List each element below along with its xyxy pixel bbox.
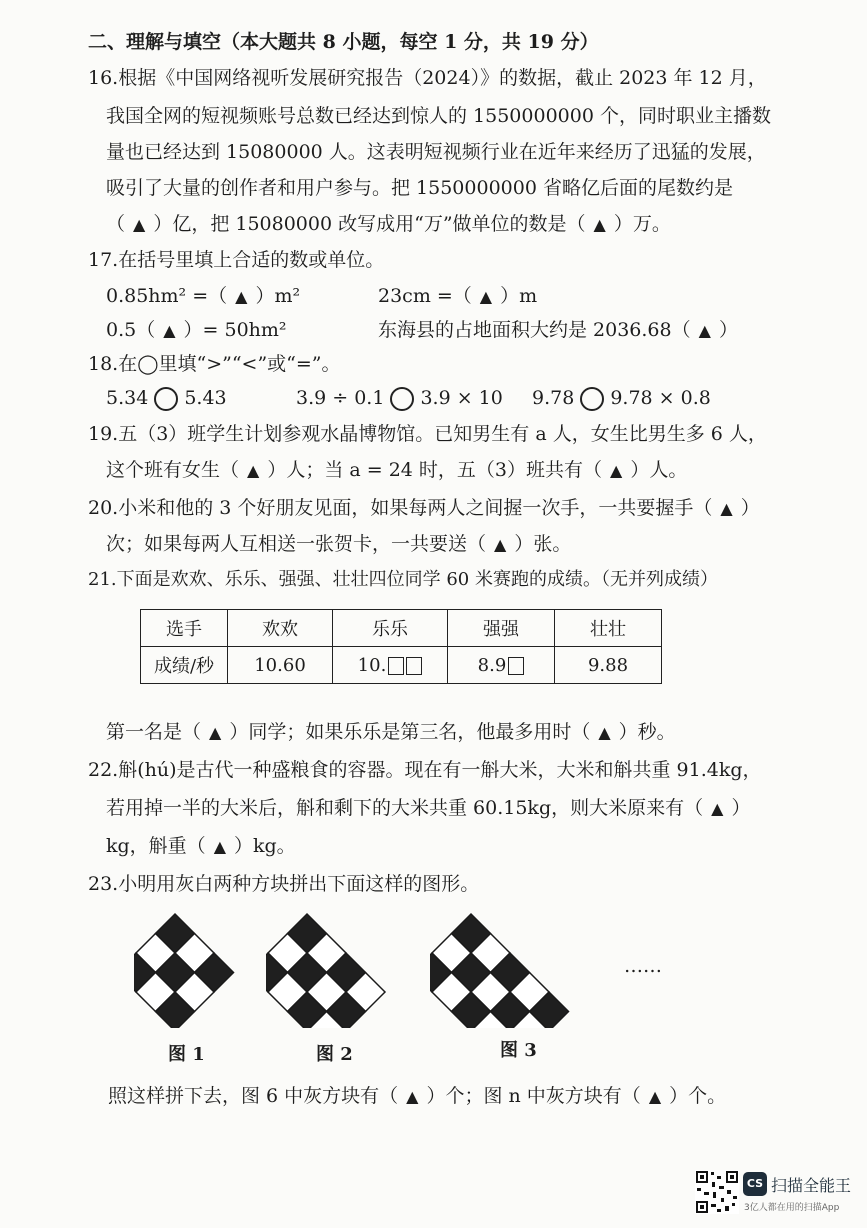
q18-item-a	[106, 386, 227, 411]
digit-box[interactable]	[508, 657, 524, 675]
q17-item-d	[378, 318, 738, 343]
figure-1	[134, 912, 262, 1028]
table-header-cell: 乐乐	[333, 610, 448, 647]
text: 东海县的占地面积大约是 2036.68（	[378, 319, 691, 341]
text: 9.78	[532, 387, 575, 409]
text: 20.小米和他的 3 个好朋友见面，如果每两人之间握一次手，一共要握手（	[88, 497, 713, 519]
q19-line-2	[106, 458, 687, 483]
text: ）kg。	[234, 835, 296, 857]
blank-marker[interactable]: ▲	[720, 499, 733, 518]
text: 次；如果每两人互相送一张贺卡，一共要送（	[106, 533, 487, 555]
blank-marker[interactable]: ▲	[711, 799, 724, 818]
q18-item-b	[296, 386, 503, 411]
q18-item-c	[532, 386, 711, 411]
blank-marker[interactable]: ▲	[247, 461, 260, 480]
figure-2	[266, 912, 418, 1028]
text: ）个；图 n 中灰方块有（	[426, 1085, 641, 1107]
text: ）秒。	[618, 721, 676, 743]
q16-line-3: 量也已经达到 15080000 人。这表明短视频行业在近年来经历了迅猛的发展，	[106, 141, 766, 163]
table-header-cell: 强强	[448, 610, 555, 647]
text: ）张。	[514, 533, 572, 555]
score-qiangqiang	[448, 647, 555, 684]
digit-box[interactable]	[406, 657, 422, 675]
text: ）同学；如果乐乐是第三名，他最多用时（	[229, 721, 591, 743]
figure-2-caption: 图 2	[316, 1044, 353, 1065]
scanner-logo-icon: CS	[743, 1172, 767, 1196]
q23-question-line	[108, 1084, 726, 1109]
text: ）	[731, 797, 751, 819]
text: （	[106, 213, 126, 235]
blank-marker[interactable]: ▲	[235, 287, 248, 306]
text: ）人；当 a = 24 时，五（3）班共有（	[267, 459, 602, 481]
q16-line-5	[106, 212, 671, 237]
text: 若用掉一半的大米后，斛和剩下的大米共重 60.15kg，则大米原来有（	[106, 797, 704, 819]
figure-ellipsis: ……	[624, 955, 662, 977]
figure-3	[430, 912, 610, 1028]
text: 5.34	[106, 387, 149, 409]
compare-circle[interactable]	[580, 387, 604, 411]
text: 3.9 × 10	[420, 387, 503, 409]
compare-circle[interactable]	[154, 387, 178, 411]
text: 3.9 ÷ 0.1	[296, 387, 385, 409]
text: 8.9	[477, 654, 507, 676]
text: ）m²	[255, 285, 301, 307]
q19-line-1: 19.五（3）班学生计划参观水晶博物馆。已知男生有 a 人，女生比男生多 6 人，	[88, 423, 767, 445]
q17-item-b	[378, 284, 537, 309]
q22-line-1: 22.斛(hú)是古代一种盛粮食的容器。现在有一斛大米，大米和斛共重 91.4kg，	[88, 759, 762, 781]
text: ）	[740, 497, 760, 519]
score-zhuangzhuang: 9.88	[555, 647, 662, 684]
q21-title: 21.下面是欢欢、乐乐、强强、壮壮四位同学 60 米赛跑的成绩。（无并列成绩）	[88, 569, 718, 590]
figure-1-caption: 图 1	[168, 1044, 205, 1065]
text: 0.5（	[106, 319, 156, 341]
section-heading: 二、理解与填空（本大题共 8 小题，每空 1 分，共 19 分）	[88, 31, 599, 53]
q16-line-4: 吸引了大量的创作者和用户参与。把 1550000000 省略亿后面的尾数约是	[106, 177, 733, 199]
score-lele	[333, 647, 448, 684]
q16-line-1: 16.根据《中国网络视听发展研究报告（2024）》的数据，截止 2023 年 12 月，	[88, 67, 767, 89]
blank-marker[interactable]: ▲	[598, 723, 611, 742]
blank-marker[interactable]: ▲	[213, 837, 226, 856]
text: 第一名是（	[106, 721, 202, 743]
table-header-cell: 壮壮	[555, 610, 662, 647]
blank-marker[interactable]: ▲	[163, 321, 176, 340]
compare-circle[interactable]	[390, 387, 414, 411]
blank-marker[interactable]: ▲	[479, 287, 493, 306]
blank-marker[interactable]: ▲	[698, 321, 711, 340]
table-header-cell: 选手	[141, 610, 228, 647]
q17-item-c	[106, 318, 287, 343]
text: ）= 50hm²	[183, 319, 287, 341]
q20-line-2	[106, 532, 571, 557]
text: 这个班有女生（	[106, 459, 240, 481]
scanner-app-name: 扫描全能王	[771, 1176, 852, 1195]
text: 9.78 × 0.8	[610, 387, 711, 409]
blank-marker[interactable]: ▲	[406, 1087, 419, 1106]
text: ）m	[500, 285, 538, 307]
blank-marker[interactable]: ▲	[648, 1087, 662, 1106]
blank-marker[interactable]: ▲	[494, 535, 507, 554]
blank-marker[interactable]: ▲	[593, 215, 606, 234]
q16-line-2: 我国全网的短视频账号总数已经达到惊人的 1550000000 个，同时职业主播数	[106, 105, 771, 127]
q22-line-3	[106, 834, 296, 859]
table-row	[141, 647, 662, 684]
row-label: 成绩/秒	[141, 647, 228, 684]
text: 照这样拼下去，图 6 中灰方块有（	[108, 1085, 399, 1107]
q22-line-2	[106, 796, 750, 821]
text: ）亿，把 15080000 改写成用“万”做单位的数是（	[153, 213, 586, 235]
table-header-cell: 欢欢	[228, 610, 333, 647]
text: ）万。	[613, 213, 671, 235]
table-header-row	[141, 610, 662, 647]
score-huanhuan: 10.60	[228, 647, 333, 684]
q21-question-line	[106, 720, 676, 745]
text: kg，斛重（	[106, 835, 206, 857]
q23-title: 23.小明用灰白两种方块拼出下面这样的图形。	[88, 873, 480, 895]
q20-line-1	[88, 496, 760, 521]
scanner-tagline: 3亿人都在用的扫描App	[744, 1203, 840, 1213]
blank-marker[interactable]: ▲	[209, 723, 222, 742]
blank-marker[interactable]: ▲	[610, 461, 623, 480]
digit-box[interactable]	[388, 657, 404, 675]
text: ）	[718, 319, 738, 341]
text: 0.85hm² =（	[106, 285, 228, 307]
qr-code-icon	[695, 1170, 739, 1214]
text: 10.	[357, 654, 387, 676]
text: ）人。	[630, 459, 688, 481]
q18-title: 18.在◯里填“>”“<”或“=”。	[88, 353, 341, 375]
text: 5.43	[184, 387, 227, 409]
text: 23cm =（	[378, 285, 472, 307]
figure-3-caption: 图 3	[500, 1040, 537, 1061]
blank-marker[interactable]: ▲	[133, 215, 146, 234]
score-table	[140, 609, 662, 684]
text: ）个。	[669, 1085, 727, 1107]
q17-item-a	[106, 284, 300, 309]
q17-title: 17.在括号里填上合适的数或单位。	[88, 249, 385, 271]
